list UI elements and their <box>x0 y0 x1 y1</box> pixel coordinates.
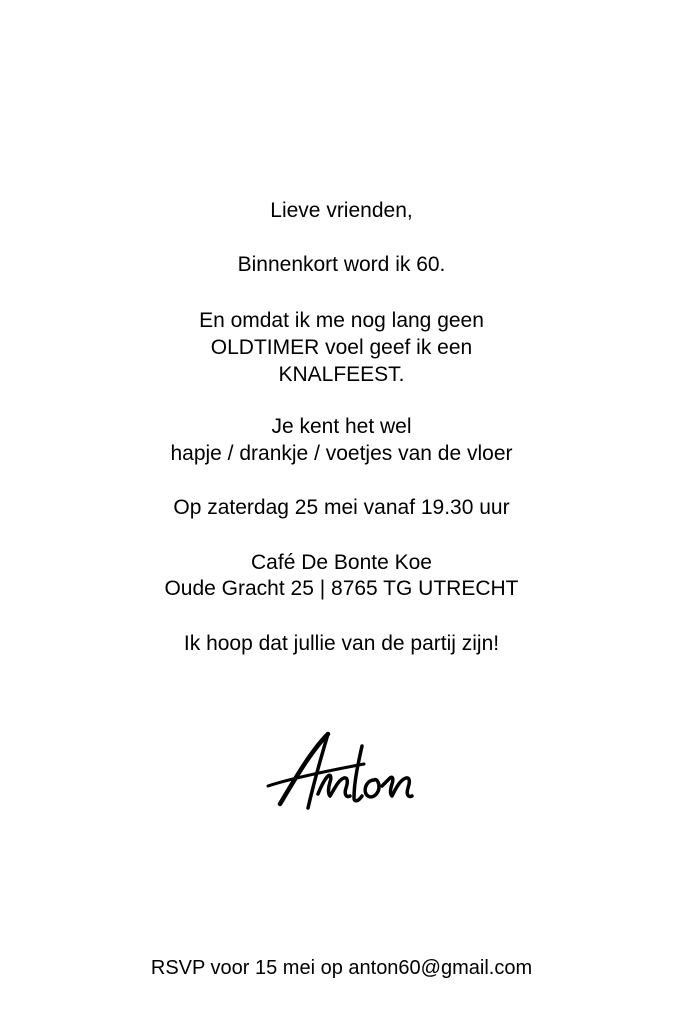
rsvp-line: RSVP voor 15 mei op anton60@gmail.com <box>150 957 533 979</box>
closing-line: Ik hoop dat jullie van de partij zijn! <box>183 632 500 655</box>
venue-name: Café De Bonte Koe <box>251 551 432 574</box>
announcement: Binnenkort word ik 60. <box>237 253 446 276</box>
reason-line-2: OLDTIMER voel geef ik een <box>210 336 473 359</box>
vibe-line-1: Je kent het wel <box>271 415 412 438</box>
greeting: Lieve vrienden, <box>270 199 413 222</box>
date-time: Op zaterdag 25 mei vanaf 19.30 uur <box>173 496 510 519</box>
signature-anton-drawing <box>262 724 422 820</box>
signature <box>262 724 422 820</box>
reason-line-1: En omdat ik me nog lang geen <box>199 309 484 332</box>
venue-address: Oude Gracht 25 | 8765 TG UTRECHT <box>164 577 519 600</box>
reason-line-3: KNALFEEST. <box>278 363 405 386</box>
vibe-line-2: hapje / drankje / voetjes van de vloer <box>170 442 513 465</box>
